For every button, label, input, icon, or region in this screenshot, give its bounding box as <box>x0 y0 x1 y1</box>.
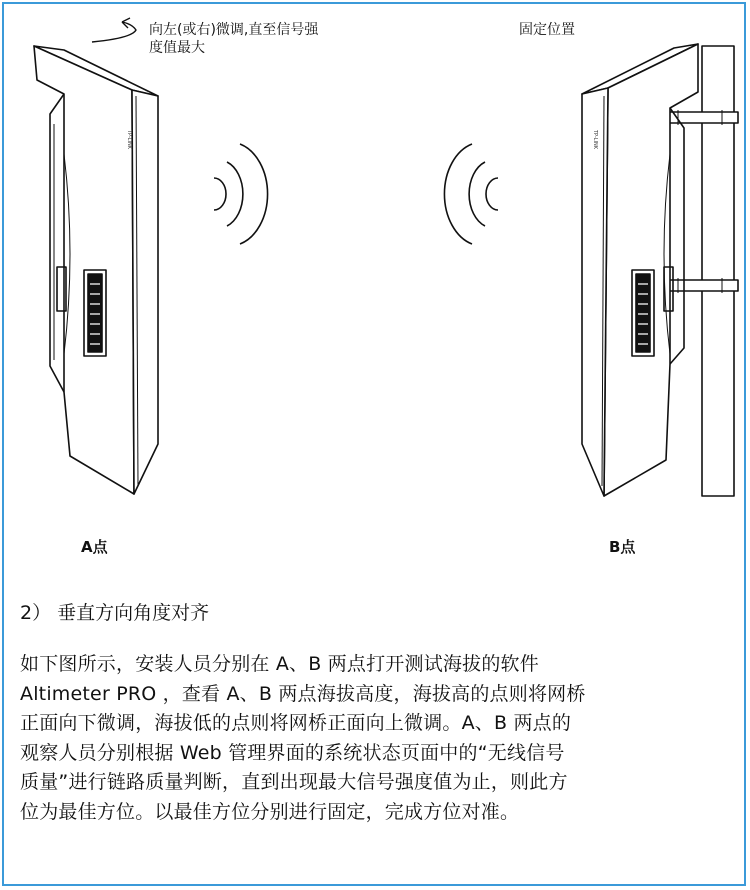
paragraph-line: 如下图所示，安装人员分别在 A、B 两点打开测试海拔的软件 <box>20 653 539 675</box>
curved-arrow-icon <box>92 18 136 42</box>
device-a-drawing <box>34 46 158 494</box>
device-a-brand: TP-LINK <box>126 130 132 150</box>
figure-drawing <box>4 4 748 579</box>
section-heading: 2） 垂直方向角度对齐 <box>20 602 210 624</box>
annotation-right: 固定位置 <box>519 22 575 38</box>
annotation-left-line2: 度值最大 <box>149 40 205 56</box>
device-b-brand: TP-LINK <box>592 130 598 150</box>
content-frame <box>2 2 746 886</box>
signal-waves-left <box>214 144 268 244</box>
signal-waves-right <box>444 144 498 244</box>
paragraph-line: 位为最佳方位。以最佳方位分别进行固定，完成方位对准。 <box>20 800 520 823</box>
label-point-a: A点 <box>81 538 108 556</box>
label-point-b: B点 <box>609 538 636 556</box>
alignment-figure <box>4 4 748 579</box>
paragraph-line: 正面向下微调，海拔低的点则将网桥正面向上微调。A、B 两点的 <box>20 712 572 734</box>
paragraph-line: 观察人员分别根据 Web 管理界面的系统状态页面中的“无线信号 <box>20 741 565 764</box>
body-paragraph <box>20 650 742 827</box>
annotation-left-line1: 向左(或右)微调,直至信号强 <box>149 22 319 38</box>
paragraph-line: Altimeter PRO ，查看 A、B 两点海拔高度，海拔高的点则将网桥 <box>20 682 586 705</box>
paragraph-line: 质量”进行链路质量判断，直到出现最大信号强度值为止，则此方 <box>20 771 568 793</box>
device-b-drawing <box>582 44 738 496</box>
